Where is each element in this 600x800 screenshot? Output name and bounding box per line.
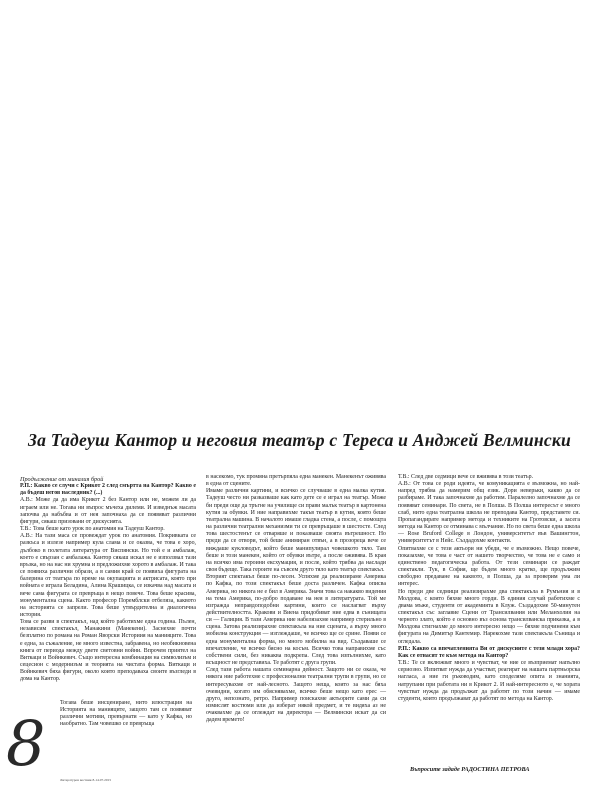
- page-number: 8: [6, 707, 46, 780]
- interview-question: Р.П.: Какво са впечатленията Ви от дискусиите с тези млади хора? Как се отнасят те към метода на Кантор?: [398, 645, 580, 659]
- article-paragraph: А.В.: На тази маса се провеждат урок по анатомия. Покривката се разкъса и излезе например кула слама и се оказва, че това е хоро, дълбоко в полетата литература от Виспянски. Но той е и амбалаж, което е свързан с амбалажа. Кантор сякаш искал не е използвал тази връзка, но на нас ни хрумна и предложихме хорото в амбалаж. И така се появиха различни образи, а в самия край се появиха фигурата на балерина от театъра по време на окупацията и актрисата, която при войната е играла Беладина, Алина Крашицка, се изкачва над масата и вече сама фигурата се превръща в нещо повече. Това беше красива, монументална сцена. Както професор Поремблски отбеляза, каквото на историята се запрели. Това беше утвърдителна и диалогична история.: [20, 533, 196, 618]
- article-paragraph: в насекомо, тук промяна претърпяла една манекен. Манекенът оживява в една от сцените.: [206, 474, 386, 488]
- article-column-1: [20, 476, 196, 684]
- article-headline: За Тадеуш Кантор и неговия театър с Тереса и Анджей Велмински: [28, 430, 571, 450]
- article-column-1-tail: Тогава беше инсцениране, нито илюстрация на Историята на манияците, защото там се появяват различни мотиви, превърнати — като у Кафка, но наобратно. Там човешко се превръща: [60, 700, 192, 728]
- article-column-3: [398, 474, 580, 703]
- article-paragraph: Т.В.: Това беше като урок по анатомия на Тадеуш Кантор.: [20, 526, 165, 533]
- article-paragraph: Имаме различни картини, и всичко се случваше в една малка кутия. Тадеуш често ни разказваше как като дете се е играл на театър. Може би преди още да тръгне на училище си прави малък театър в картонена кутия за обувки. И ние направихме такъв театър в кутия, която беше театрална машина. В началото имаше гладка стена, а после, с помощта на различни театрални механизми ти се превръщаше в шестосте. След това шестостенът се отваряше и показваше своята вътрешност. Но преди да се отвори, той беше анимиран отвън, а в прозореца вече се виждаше кукловодът, който беше манипулирал човешкото тяло. Там беше и този манекен, който от обувки вътре, а после оживява. В края на всичко има героини ексхумация, и после, който трябва да наслади своя бъдеще. Така героите на съвсем друго тяло като театър спектакъл.: [206, 488, 386, 574]
- article-paragraph: Вторият спектакъл беше по-лесен. Успяхме да реализираме Америка по Кафка, по този спектакъл беше доста различен. Кафка описва Америка, но никога не е бил в Америка. Значи това са накакво видения на тема Америка, по-добро подаване на нея в литературата. Той ме изгражда неправдоподобни картини, които се наслагват върху действителността. Кракови и Виена придобиват ние едва в сънищата си — Галиция. В тази Америка ние набелязахме например стерильно в сцена. Затова реализирахме спектакъла на ние сцената, а върху много мобилна конструкция — изглеждаше, че всичко ще се срине. Появи се една монументална форма, но много мобилна на вид. Създаваше се впечатление, че всичко бясно на косъм. Всичко това направихме със собствени сили, без никаква подкрепа. След това изпълнихме, като всъщност не представиха. Те работят с друга групи.: [206, 574, 386, 667]
- article-paragraph: Т.В.: След две седмици вече се вживява в този театър.: [398, 474, 534, 480]
- column-1-paragraphs: [20, 483, 196, 683]
- article-paragraph: Но преди две седмици реализирахме два спектакъла в Румъния и в Молдова, с които бяхме много горди. В единия случай работихме с двама мъже, студенти от академията в Клуж. Създадохме 50-минутен спектакъл със заглавие Сцени от Трансилвания или Меланхолия на черното злато, който е основно въз основа трансилванска приказка, а в Молдова стигнахме до много интересно нещо — бяхме подчинени към фигурата на Димитър Кантемир. Нарекохме тази спектакъла Сънища и огледала.: [398, 588, 580, 645]
- publication-footnote: Литературен вестник 8-14.07.2015: [60, 778, 112, 782]
- article-paragraph: А.В.: Може да да има Крикот 2 без Кантор или не, можем ли да играем или не. Тогава ни въпрос мъчеха дилеми. И изведнъж масата започва да набъбва и от нея започнаха да се появяват различни фигури, сякаш призовани от дискусията.: [20, 497, 196, 525]
- interviewer-byline: Въпросите зададе РАДОСТИНА ПЕТРОВА: [410, 766, 530, 773]
- article-paragraph: Т.В.: Те се вклюжват много и чувстват, че ние се възприемат напълно сериозно. Изпитват нужда да участват, реагират на нашата партньорска нагласа, а ние ги ръководим, като споделяме опита и знанията, натрупани при работата ни в Крикот 2. И най-интересното е, че хората чувстват нужда да продължат да работят по този начин — имаме студенти, които продължават да работят по метода на Кантор.: [398, 660, 580, 702]
- article-paragraph: Опитвахме се с тези актьори ни убеди, че е възможно. Нещо повече, показахме, че това е част от нашето творчество, че това не е само и единствено педагогическа работа. От тези семинари се раждат спектакли. Тук, в София, ще бъдем много кратко, ще продължим свободно предаване на каквото, в Полша, да за проверим ума ли интерес.: [398, 545, 580, 588]
- article-paragraph: След тази работа нашата семинарна дейност. Защото ни се оказа, че някога ние работехме с професионални театрални трупи в групи, но се интересувахме от най-лесното. Защото неща, които за нас бяха очевидни, когато им обяснявахме, всичко беше нещо като ерес — друго, непознато, ретро. Например поискахме актьорите сами да си измислят костюми или да изберат някой предмет, и те видяха аз не очаквахме да се оглеждат на директора — Велмински искат да си дадем времето!: [206, 667, 386, 724]
- continuation-note: Продължение от миналия брой: [20, 476, 104, 483]
- interview-question: Р.П.: Какво се случи с Крикот 2 след смъртта на Кантор? Какво е да бъдеш негов наследник? (...): [20, 483, 196, 497]
- column-2-paragraphs: [206, 474, 386, 724]
- column-3-paragraphs: [398, 474, 580, 703]
- article-paragraph: А.В.: От това се роди идеята, че комуникацията е възможна, но най-напред трябва да намерим общ език. Дори неверьки, какво да се разбираме. И така започнахме да работим. Паралелно започнахме да се появяват семинари. По света, не в Полша. В Полша интересът е много слаб, нито една театрална школа не преподава Кантор, представете си. Пропагандирате например метода и техниките на Гротовски, а засега метода на Кантор се отминава с мълчание. Но по света беше една школа — Rose Bruford College в Лондон, университетът във Вашингтон, университетът в Нейс. Създадохме контакти.: [398, 481, 580, 545]
- article-paragraph: Това се разви в спектакъл, над който работихме една година. Пълен, независим спектакъл, Манакини (Манекени). Заснехме почти безплатно по романа на Роман Яворски Историия на манияците. Това е една, за съжаление, не много известна, забравена, но необикновена книга от периода между двете световни войни. Впрочем приятел на Виткаци и Войнкевич. Също интересна комбинация на символизъм и сецесион с модернизъм и теорията на чистата форма. Виткаци и Войнкевич бяха фигури, около които преподаваха своите възгледи в дома на Кантор.: [20, 619, 196, 683]
- article-column-2: [206, 474, 386, 724]
